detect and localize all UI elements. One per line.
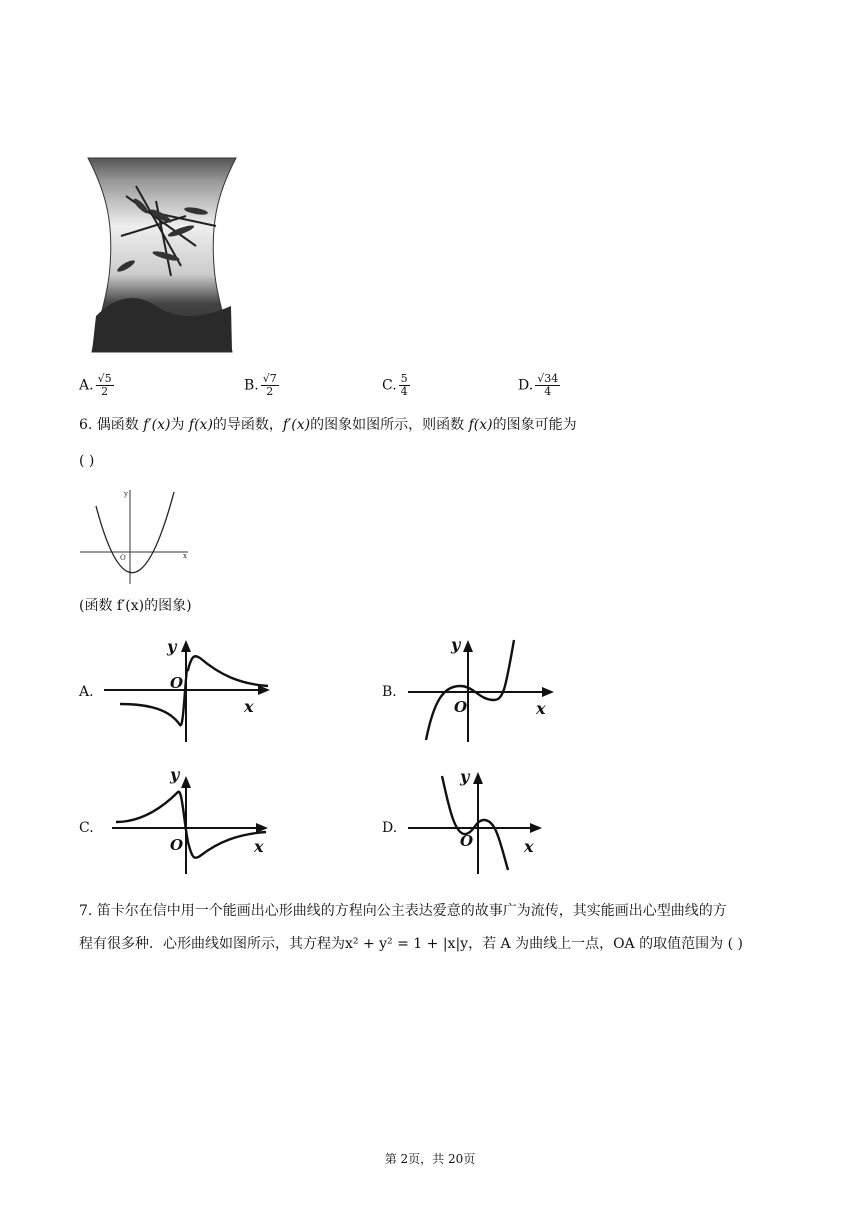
- axis-x-label: x: [536, 699, 546, 718]
- denominator: 2: [266, 385, 274, 398]
- answer-blank: ( ): [79, 453, 95, 469]
- origin-label: O: [454, 698, 468, 716]
- q6-question: [79, 415, 577, 435]
- origin-label: O: [170, 674, 184, 692]
- axis-y-label: y: [170, 765, 180, 784]
- q6-option-d-graph[interactable]: [404, 762, 554, 877]
- fprime-graph: [78, 486, 192, 586]
- axis-y-label: y: [167, 637, 177, 656]
- q5-option-d[interactable]: [518, 373, 560, 398]
- origin-label: O: [460, 832, 474, 850]
- q6-option-c-label[interactable]: C.: [79, 820, 94, 836]
- numerator: 5: [400, 372, 408, 385]
- axis-x-label: x: [524, 837, 534, 856]
- q6-text: 为: [170, 417, 189, 433]
- q6-text: 的导函数，: [212, 417, 283, 433]
- numerator: √34: [537, 372, 559, 385]
- axis-x-label: x: [254, 837, 264, 856]
- option-label: D.: [518, 377, 534, 394]
- q6-text: 的图象如图所示，则函数: [310, 417, 469, 433]
- math-fx: f(x): [188, 417, 213, 433]
- numerator: √7: [262, 372, 277, 385]
- fraction: [399, 373, 410, 398]
- fraction: [535, 373, 560, 398]
- q5-option-a[interactable]: [79, 373, 114, 398]
- q6-option-d-label[interactable]: D.: [382, 820, 398, 836]
- fraction: [261, 373, 279, 398]
- option-label: B.: [244, 377, 259, 394]
- denominator: 2: [101, 385, 109, 398]
- fraction: [96, 373, 114, 398]
- axis-x-label: x: [244, 697, 254, 716]
- axis-y-label: y: [451, 635, 461, 654]
- q6-text: 的图象可能为: [492, 417, 577, 433]
- denominator: 4: [400, 385, 408, 398]
- vase-image: [86, 156, 238, 358]
- q7-line-1: 7. 笛卡尔在信中用一个能画出心形曲线的方程向公主表达爱意的故事广为流传，其实能画出心型曲线的方: [79, 903, 727, 919]
- page-footer: 第 2页，共 20页: [384, 1152, 476, 1166]
- math-fprime: f′(x): [282, 417, 311, 433]
- axis-x-label: x: [183, 552, 187, 560]
- option-label: A.: [79, 377, 94, 394]
- axis-y-label: y: [124, 490, 128, 498]
- math-fx: f(x): [468, 417, 493, 433]
- q6-option-b-label[interactable]: B.: [382, 684, 397, 700]
- parabola: [96, 492, 174, 573]
- fprime-caption: (函数 f′(x)的图象): [79, 598, 192, 614]
- q6-option-a-label[interactable]: A.: [79, 684, 94, 700]
- numerator: √5: [97, 372, 112, 385]
- q5-option-b[interactable]: [244, 373, 279, 398]
- q5-option-c[interactable]: [382, 373, 410, 398]
- origin-label: O: [120, 554, 126, 562]
- q6-prefix: 6. 偶函数: [79, 417, 144, 433]
- option-label: C.: [382, 377, 397, 394]
- math-fprime: f′(x): [143, 417, 171, 433]
- origin-label: O: [170, 836, 184, 854]
- denominator: 4: [544, 385, 552, 398]
- q7-line-2: 程有很多种．心形曲线如图所示，其方程为x² + y² = 1 + |x|y，若 A 为曲线上一点，OA 的取值范围为 ( ): [79, 936, 743, 952]
- q6-option-c-graph[interactable]: [108, 762, 273, 877]
- q6-option-a-graph[interactable]: [100, 630, 275, 745]
- q6-option-b-graph[interactable]: [404, 630, 564, 745]
- axis-y-label: y: [460, 767, 470, 786]
